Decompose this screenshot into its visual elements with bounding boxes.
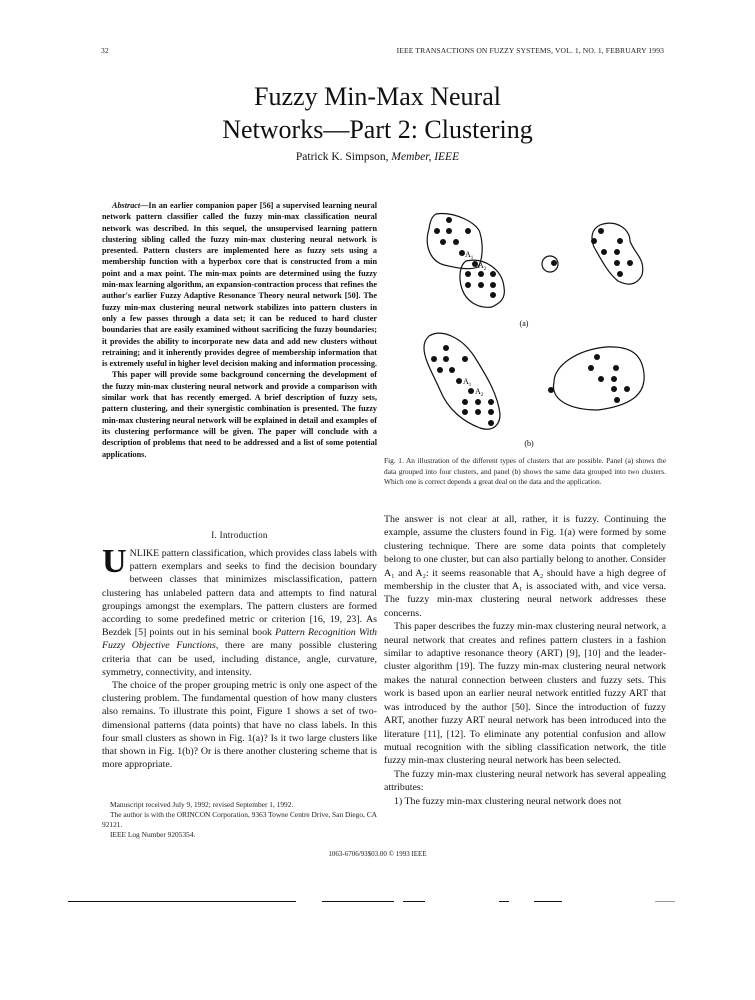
panel-b-label: (b) <box>524 439 534 448</box>
author-affiliation: Member, IEEE <box>391 151 460 163</box>
right-paragraph-2: This paper describes the fuzzy min-max clustering neural network, a neural network that creates and refines pattern clusters in a fashion similar to adaptive resonance theory (ART) [9], [10] and the leader-cluster algorithm [19]. The fuzzy min-max clustering neural network makes the natural connection between clusters and fuzzy sets. This work is based upon an earlier neural network entitled fuzzy ART that was introduced by the author [50]. Since the introduction of fuzzy ART, another fuzzy ART neural network has been introduced into the literature [11], [12]. To eliminate any potential confusion and allow mutual recognition with the sibling classification network, the title fuzzy min-max clustering neural network has been selected. <box>384 621 666 767</box>
paper-title-line-1: Fuzzy Min-Max Neural <box>254 82 501 111</box>
figure-panel-a <box>427 214 643 328</box>
copyright-line: 1063-6706/93$03.00 © 1993 IEEE <box>328 850 427 858</box>
label-a2-panel-b: $A_2$ <box>475 387 484 398</box>
introduction-body <box>102 543 377 771</box>
attribute-list-item-1: 1) The fuzzy min-max clustering neural network does not <box>394 795 622 807</box>
intro-paragraph-1: UNLIKE pattern classification, which provides class labels with pattern exemplars and seeks to find the decision boundary between classes that minimizes misclassification, pattern clustering has unlabeled pattern data and attempts to find natural groupings amongst the exemplars. The pattern clusters are formed according to some predefined metric or criterion [16, 19, 23]. As Bezdek [5] points out in his seminal book Pattern Recognition With Fuzzy Objective Functions, there are many possible clustering criteria that can be used, including distance, angle, curvature, symmetry, connectivity, and intensity. <box>102 543 377 678</box>
footnote-log-number: IEEE Log Number 9205354. <box>110 830 196 839</box>
journal-header: IEEE TRANSACTIONS ON FUZZY SYSTEMS, VOL. 1, NO. 1, FEBRUARY 1993 <box>396 46 664 55</box>
cited-book-title: Pattern Recognition With Fuzzy Objective Functions <box>102 627 377 652</box>
figure-1-cluster-illustration <box>384 195 674 455</box>
label-a2-panel-a: $A_2$ <box>478 261 487 272</box>
right-paragraph-1: The answer is not clear at all, rather, it is fuzzy. Continuing the example, assume the clusters found in Fig. 1(a) were formed by some clustering technique. There are some data points that completely belong to one cluster, but can also partially belong to another. Consider A₁ and A₂: it seems reasonable that A₂ should have a high degree of membership in the cluster that A₁ is associated with, and vice versa. The fuzzy min-max clustering neural network addresses these concerns. <box>384 514 666 619</box>
label-a1-panel-a: $A_1$ <box>465 250 474 261</box>
figure-panel-b <box>424 333 644 448</box>
scan-artifact-rule <box>499 901 509 902</box>
page-number: 32 <box>101 46 109 55</box>
footnotes <box>102 800 377 840</box>
abstract-lead: Abstract— <box>112 201 149 210</box>
label-a1-panel-b: $A_1$ <box>463 377 472 388</box>
scan-artifact-rule <box>534 901 562 902</box>
abstract-paragraph-1: Abstract—In an earlier companion paper [56] a supervised learning neural network pattern classifier called the fuzzy min-max classification neural network was described. In this sequel, the unsupervised learning pattern clustering sibling called the fuzzy min-max clustering neural network is presented. Pattern clusters are implemented here as fuzzy sets using a membership function with a hyperbox core that is constructed from a min point and a max point. The min-max points are determined using the fuzzy min-max learning algorithm, an expansion-contraction process that refines the author's earlier Fuzzy Adaptive Resonance Theory neural network [50]. The fuzzy min-max clustering neural network stabilizes into pattern clusters in only a few passes through a data set; it can be reduced to hard cluster boundaries that are easily examined without sacrificing the fuzzy boundaries; it provides the ability to incorporate new data and add new clusters without retraining; and it inherently provides degree of membership information that is extremely useful in higher level decision making and information processing. <box>102 201 377 369</box>
footnote-affiliation: The author is with the ORINCON Corporation, 9363 Towne Centre Drive, San Diego, CA 92121. <box>102 810 377 829</box>
dropcap-letter: U <box>102 543 127 580</box>
paper-title-line-2: Networks—Part 2: Clustering <box>222 115 533 144</box>
right-paragraph-3: The fuzzy min-max clustering neural network has several appealing attributes: <box>384 768 666 794</box>
scan-artifact-rule <box>68 901 296 902</box>
panel-a-label: (a) <box>519 319 529 328</box>
figure-1-caption: Fig. 1. An illustration of the different types of clusters that are possible. Panel (a) shows the data grouped into four clusters, and panel (b) shows the same data grouped into two clusters. Which one is correct depends a great deal on the data and the application. <box>384 456 666 487</box>
right-column-body <box>384 513 666 808</box>
intro-paragraph-2: The choice of the proper grouping metric is only one aspect of the clustering problem. The fundamental question of how many clusters also remains. To illustrate this point, Figure 1 shows a set of two-dimensional patterns (data points) that have no class labels. In this four small clusters as shown in Fig. 1(a)? Is it two large clusters like that shown in Fig. 1(b)? Or is there another clustering scheme that is more appropriate. <box>102 680 377 771</box>
section-heading-introduction: I. Introduction <box>211 530 268 540</box>
abstract-paragraph-2: This paper will provide some background concerning the development of the fuzzy min-max clustering neural network and provide a comparison with similar work that has recently emerged. A brief description of fuzzy sets, pattern clustering, and their synergistic combination is presented. The fuzzy min-max clustering neural network will be explained in detail and examples of its clustering performance will be given. The paper will conclude with a description of problems that need to be addressed and a list of some potential applications. <box>102 370 377 459</box>
author-name: Patrick K. Simpson, <box>295 151 389 163</box>
footnote-received: Manuscript received July 9, 1992; revised September 1, 1992. <box>110 800 294 809</box>
scan-artifact-rule <box>655 901 675 902</box>
author-line <box>0 151 755 163</box>
scan-artifact-rule <box>403 901 425 902</box>
scan-artifact-rule <box>322 901 394 902</box>
abstract <box>102 200 377 460</box>
